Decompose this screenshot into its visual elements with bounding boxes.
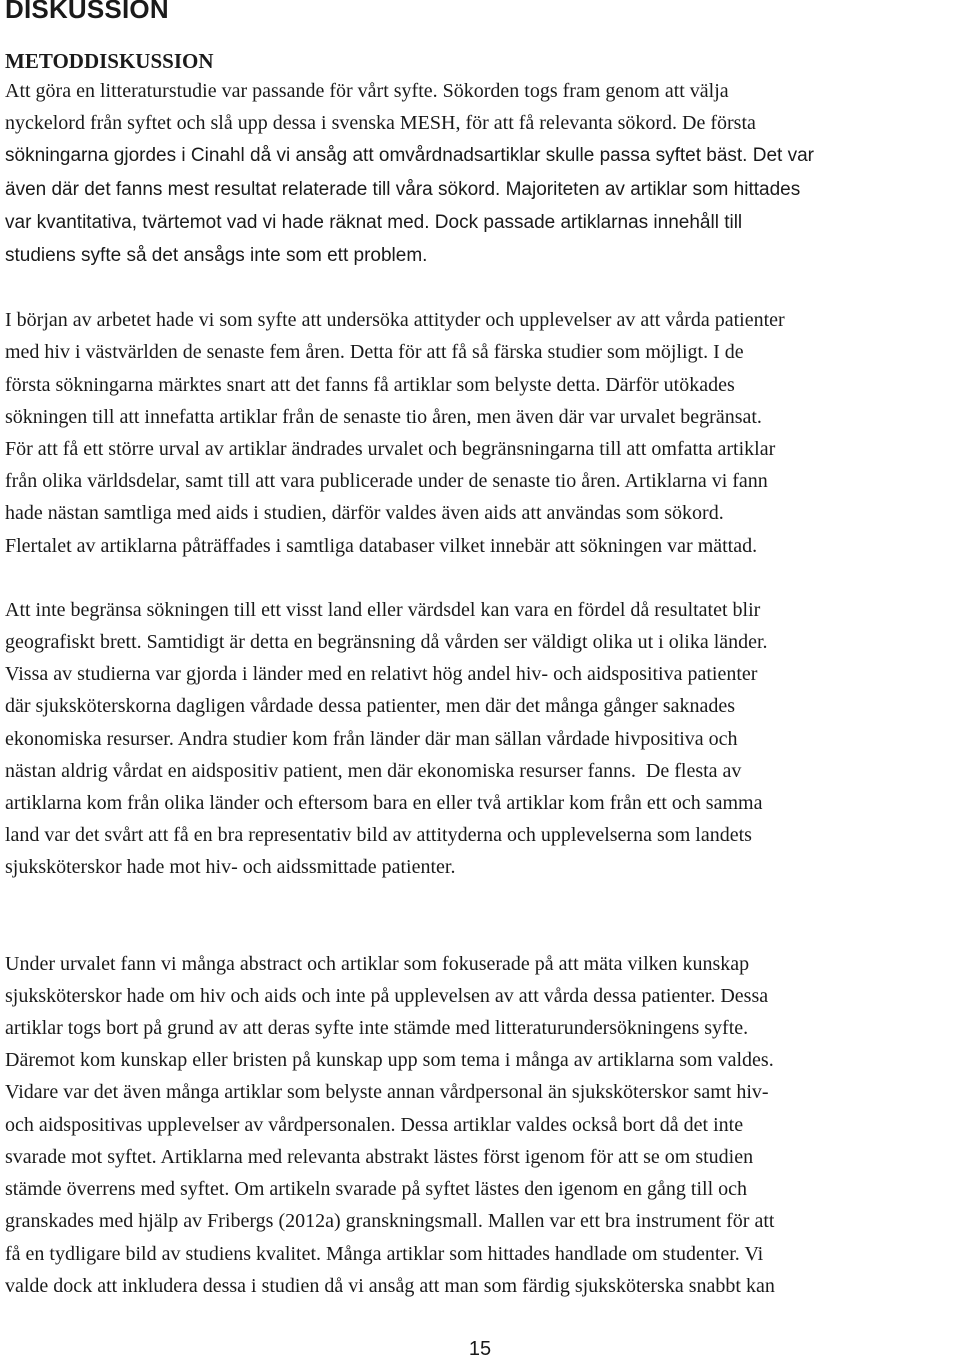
text-line: Att inte begränsa sökningen till ett visst land eller värdsdel kan vara en fördel då resultatet blir [5,598,761,621]
text-line: sjuksköterskor hade mot hiv- och aidssmittade patienter. [5,856,456,879]
text-line: Under urvalet fann vi många abstract och artiklar som fokuserade på att mäta vilken kunskap [5,952,750,975]
document-page [5,0,950,1302]
text-line: första sökningarna märktes snart att det fanns få artiklar som belyste detta. Därför utökades [5,373,735,396]
text-line: ekonomiska resurser. Andra studier kom från länder där man sällan vårdade hivpositiva och [5,727,738,750]
text-line: och aidspositivas upplevelser av vårdpersonalen. Dessa artiklar valdes också bort då det inte [5,1113,744,1136]
paragraph-1 [5,75,950,272]
text-line: nyckelord från syftet och slå upp dessa i svenska MESH, för att få relevanta sökord. De första [5,112,756,135]
page-number: 15 [468,1338,492,1360]
text-line: I början av arbetet hade vi som syfte att undersöka attityder och upplevelser av att vårda patienter [5,309,785,332]
text-line: sökningen till att innefatta artiklar från de senaste tio åren, men även där var urvalet begränsat. [5,405,762,428]
text-line: Vidare var det även många artiklar som belyste annan vårdpersonal än sjuksköterskor samt hiv- [5,1081,769,1104]
text-line: med hiv i västvärlden de senaste fem åren. Detta för att få så färska studier som möjligt. I de [5,341,744,364]
paragraph-4 [5,948,950,1302]
text-line: artiklarna kom från olika länder och eftersom bara en eller två artiklar kom från ett och samma [5,792,763,815]
text-line: sjuksköterskor hade om hiv och aids och inte på upplevelsen av att vårda dessa patienter. Dessa [5,984,769,1007]
text-line: få en tydligare bild av studiens kvalitet. Många artiklar som hittades handlade om studenter. Vi [5,1242,764,1265]
text-line: artiklar togs bort på grund av att deras syfte inte stämde med litteraturundersökningens syfte. [5,1017,749,1040]
text-line: studiens syfte så det ansågs inte som ett problem. [5,245,428,267]
text-line: svarade mot syftet. Artiklarna med relevanta abstrakt lästes först igenom för att se om studien [5,1145,754,1168]
paragraph-3 [5,594,950,884]
text-line: nästan aldrig vårdat en aidspositiv patient, men där ekonomiska resurser fanns. De flesta av [5,759,742,782]
text-line: var kvantitativa, tvärtemot vad vi hade räknat med. Dock passade artiklarnas innehåll till [5,211,743,233]
text-line: sökningarna gjordes i Cinahl då vi ansåg att omvårdnadsartiklar skulle passa syftet bäst. Det var [5,145,814,167]
text-line: Däremot kom kunskap eller bristen på kunskap upp som tema i många av artiklarna som valdes. [5,1049,774,1072]
section-title: DISKUSSION [5,0,169,24]
text-line: där sjuksköterskorna dagligen vårdade dessa patienter, men där det många gånger saknades [5,695,736,718]
text-line: geografiskt brett. Samtidigt är detta en begränsning då vården ser väldigt olika ut i olika länder. [5,631,768,654]
text-line: hade nästan samtliga med aids i studien, därför valdes även aids att användas som sökord. [5,502,724,525]
text-line: stämde överrens med syftet. Om artikeln svarade på syftet lästes den igenom en gång till och [5,1178,748,1201]
text-line: Att göra en litteraturstudie var passande för vårt syfte. Sökorden togs fram genom att välja [5,80,729,102]
text-line: från olika världsdelar, samt till att vara publicerade under de senaste tio åren. Artiklarna vi fann [5,470,768,493]
text-line: även där det fanns mest resultat relaterade till våra sökord. Majoriteten av artiklar som hittades [5,178,801,200]
text-line: valde dock att inkludera dessa i studien då vi ansåg att man som färdig sjuksköterska snabbt kan [5,1274,775,1297]
text-line: För att få ett större urval av artiklar ändrades urvalet och begränsningarna till att omfatta artiklar [5,438,776,461]
text-line: land var det svårt att få en bra representativ bild av attityderna och upplevelserna som landets [5,824,752,847]
paragraph-2 [5,304,950,562]
text-line: Vissa av studierna var gjorda i länder med en relativt hög andel hiv- och aidspositiva patienter [5,663,758,686]
text-line: granskades med hjälp av Fribergs (2012a) granskningsmall. Mallen var ett bra instrument för att [5,1210,775,1233]
subsection-title: METODDISKUSSION [5,49,214,73]
text-line: Flertalet av artiklarna påträffades i samtliga databaser vilket innebär att sökningen var mättad. [5,534,758,557]
